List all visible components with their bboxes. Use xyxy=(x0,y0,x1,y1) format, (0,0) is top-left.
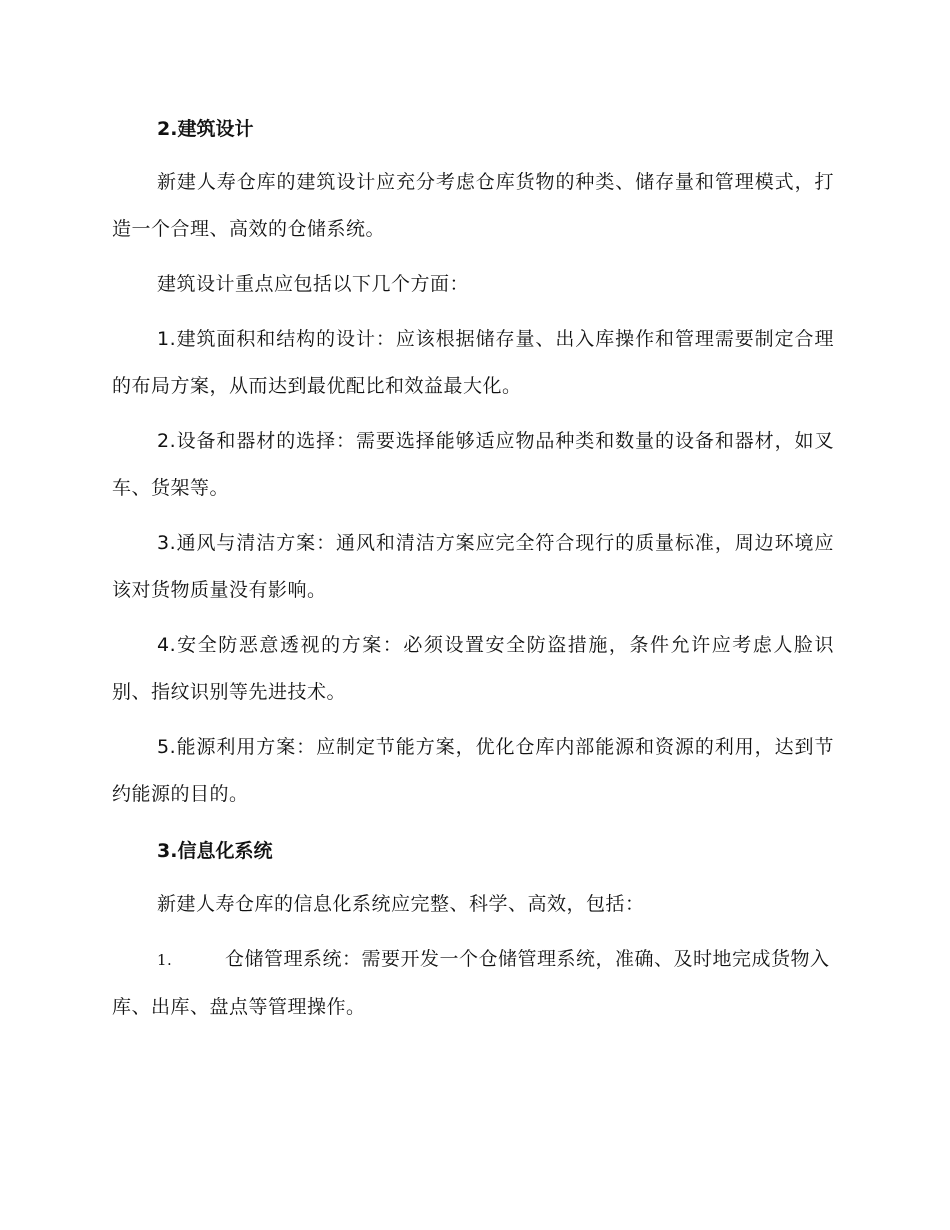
paragraph-item-security: 4.安全防恶意透视的方案：必须设置安全防盗措施，条件允许应考虑人脸识别、指纹识别等先进技术。 xyxy=(112,634,834,703)
paragraph-item-energy: 5.能源利用方案：应制定节能方案，优化仓库内部能源和资源的利用，达到节约能源的目的。 xyxy=(112,736,834,805)
paragraph-item-area-structure: 1.建筑面积和结构的设计：应该根据储存量、出入库操作和管理需要制定合理的布局方案，从而达到最优配比和效益最大化。 xyxy=(112,328,834,397)
paragraph-building-lead: 建筑设计重点应包括以下几个方面： xyxy=(157,273,470,295)
paragraph-building-intro: 新建人寿仓库的建筑设计应充分考虑仓库货物的种类、储存量和管理模式，打造一个合理、高效的仓储系统。 xyxy=(112,171,834,240)
paragraph-item-ventilation: 3.通风与清洁方案：通风和清洁方案应完全符合现行的质量标准，周边环境应该对货物质量没有影响。 xyxy=(112,532,834,601)
paragraph-item-equipment: 2.设备和器材的选择：需要选择能够适应物品种类和数量的设备和器材，如叉车、货架等。 xyxy=(112,430,834,499)
document-page xyxy=(112,104,834,1039)
section-heading-building-design: 2.建筑设计 xyxy=(157,118,254,140)
list-item-text: 仓储管理系统：需要开发一个仓储管理系统，准确、及时地完成货物入库、出库、盘点等管理操作。 xyxy=(112,948,830,1018)
list-item-number: 1. xyxy=(157,951,173,969)
paragraph-information-intro: 新建人寿仓库的信息化系统应完整、科学、高效，包括： xyxy=(157,893,645,915)
list-item-warehouse-management xyxy=(112,936,834,1031)
section-heading-information-system: 3.信息化系统 xyxy=(157,840,273,862)
